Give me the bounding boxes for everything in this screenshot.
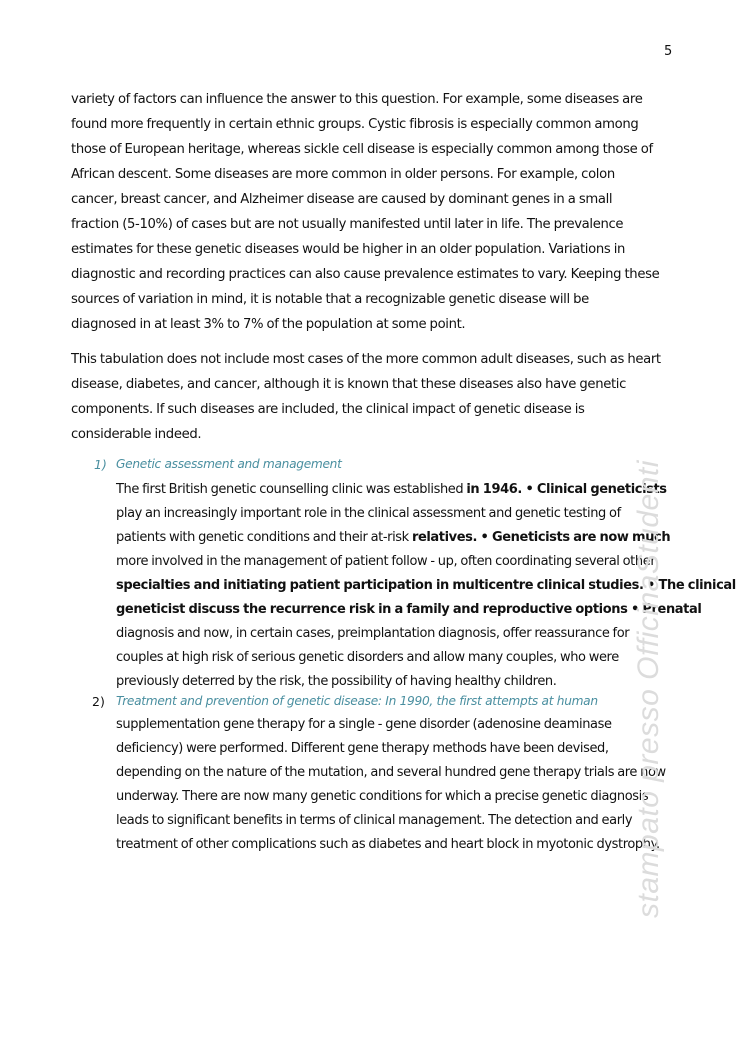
page-number: 5 bbox=[664, 44, 673, 59]
text-line: cancer, breast cancer, and Alzheimer disease are caused by dominant genes in a small bbox=[71, 192, 613, 207]
text-run: supplementation gene therapy for a single - gene disorder (adenosine deaminase bbox=[116, 717, 612, 732]
watermark: stampato presso OfficinaStudenti bbox=[632, 460, 665, 918]
text-line bbox=[116, 478, 676, 502]
text-run: deficiency) were performed. Different gene therapy methods have been devised, bbox=[116, 741, 609, 756]
text-run: previously deterred by the risk, the possibility of having healthy children. bbox=[116, 674, 557, 689]
text-line: components. If such diseases are included, the clinical impact of genetic disease is bbox=[71, 402, 585, 417]
paragraph-prevalence bbox=[71, 87, 681, 337]
bold-text: relatives. • Geneticists are now much bbox=[411, 530, 671, 545]
text-line bbox=[116, 737, 676, 761]
text-line bbox=[116, 713, 676, 737]
text-line: variety of factors can influence the answer to this question. For example, some diseases are bbox=[71, 92, 643, 107]
text-line: disease, diabetes, and cancer, although it is known that these diseases also have genetic bbox=[71, 377, 626, 392]
text-line bbox=[116, 574, 736, 598]
text-line bbox=[116, 833, 676, 857]
list-body-treatment-prevention bbox=[116, 713, 676, 857]
text-line: estimates for these genetic diseases would be higher in an older population. Variations in bbox=[71, 242, 626, 257]
text-line bbox=[116, 526, 676, 550]
text-line: considerable indeed. bbox=[71, 427, 202, 442]
text-line: African descent. Some diseases are more common in older persons. For example, colon bbox=[71, 167, 615, 182]
text-run: The first British genetic counselling clinic was established bbox=[116, 482, 467, 497]
text-line bbox=[116, 785, 676, 809]
text-line bbox=[116, 809, 676, 833]
text-run: couples at high risk of serious genetic disorders and allow many couples, who were bbox=[116, 650, 619, 665]
text-line: found more frequently in certain ethnic groups. Cystic fibrosis is especially common among bbox=[71, 117, 639, 132]
paragraph-tabulation bbox=[71, 347, 681, 447]
text-run: more involved in the management of patient follow - up, often coordinating several other bbox=[116, 554, 656, 569]
text-line: diagnosed in at least 3% to 7% of the population at some point. bbox=[71, 317, 466, 332]
text-line: diagnostic and recording practices can also cause prevalence estimates to vary. Keeping these bbox=[71, 267, 660, 282]
bold-text: in 1946. • Clinical geneticists bbox=[466, 482, 667, 497]
text-line bbox=[116, 646, 676, 670]
text-line bbox=[116, 670, 676, 694]
list-number-1: 1) bbox=[94, 457, 107, 472]
list-body-genetic-assessment bbox=[116, 478, 736, 694]
text-line: fraction (5-10%) of cases but are not usually manifested until later in life. The prevalence bbox=[71, 217, 624, 232]
list-heading-genetic-assessment: Genetic assessment and management bbox=[116, 457, 342, 471]
text-run: play an increasingly important role in the clinical assessment and genetic testing of bbox=[116, 506, 621, 521]
list-heading-treatment-prevention: Treatment and prevention of genetic disease: In 1990, the first attempts at human bbox=[116, 694, 598, 708]
list-number-2: 2) bbox=[92, 694, 105, 709]
text-line bbox=[116, 761, 676, 785]
text-line bbox=[116, 502, 676, 526]
text-line bbox=[116, 550, 676, 574]
text-run: depending on the nature of the mutation, and several hundred gene therapy trials are now bbox=[116, 765, 666, 780]
text-run: diagnosis and now, in certain cases, preimplantation diagnosis, offer reassurance for bbox=[116, 626, 630, 641]
text-line: sources of variation in mind, it is notable that a recognizable genetic disease will be bbox=[71, 292, 589, 307]
text-line: This tabulation does not include most cases of the more common adult diseases, such as heart bbox=[71, 352, 661, 367]
text-line bbox=[116, 622, 676, 646]
text-run: treatment of other complications such as diabetes and heart block in myotonic dystrophy. bbox=[116, 837, 660, 852]
text-run: patients with genetic conditions and their at-risk bbox=[116, 530, 412, 545]
text-run: leads to significant benefits in terms of clinical management. The detection and early bbox=[116, 813, 633, 828]
bold-text: geneticist discuss the recurrence risk in a family and reproductive options • Prenatal bbox=[116, 602, 702, 617]
text-line: those of European heritage, whereas sickle cell disease is especially common among those of bbox=[71, 142, 653, 157]
text-run: underway. There are now many genetic conditions for which a precise genetic diagnosis bbox=[116, 789, 649, 804]
text-line bbox=[116, 598, 702, 622]
bold-text: specialties and initiating patient participation in multicentre clinical studies. • The clinical bbox=[116, 578, 736, 593]
